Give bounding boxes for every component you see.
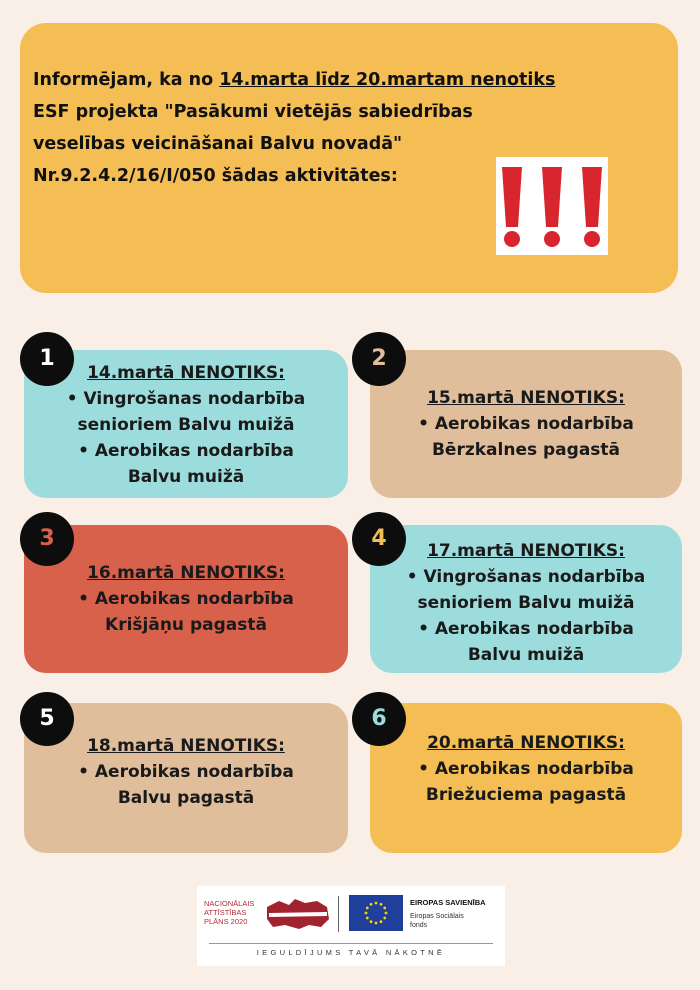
card-line: senioriem Balvu muižā (417, 593, 635, 613)
announcement-line-2: ESF projekta "Pasākumi vietējās sabiedrības (33, 102, 473, 122)
footer-tagline: IEGULDĪJUMS TAVĀ NĀKOTNĒ (256, 948, 446, 957)
event-card-6 (370, 703, 682, 853)
announcement-line-3: veselības veicināšanai Balvu novadā" (33, 134, 403, 154)
card-title: 16.martā NENOTIKS: (87, 563, 285, 583)
step-number-6: 6 (352, 692, 406, 746)
event-card-1 (24, 350, 348, 498)
card-line: Balvu pagastā (117, 788, 255, 808)
card-line: • Vingrošanas nodarbība (66, 389, 306, 409)
event-card-4 (370, 525, 682, 673)
step-number-4: 4 (352, 512, 406, 566)
card-line: • Aerobikas nodarbība (418, 619, 634, 639)
card-title: 17.martā NENOTIKS: (427, 541, 625, 561)
step-number-3: 3 (20, 512, 74, 566)
latvia-map-icon (265, 897, 331, 931)
funding-logos-footer (197, 886, 505, 966)
card-line: senioriem Balvu muižā (77, 415, 295, 435)
card-line: Balvu muižā (127, 467, 245, 487)
date-range: 14.marta līdz 20.martam nenotiks (219, 70, 556, 90)
card-line: • Aerobikas nodarbība (78, 762, 294, 782)
step-number-5: 5 (20, 692, 74, 746)
card-line: Balvu muižā (467, 645, 585, 665)
card-line: • Aerobikas nodarbība (418, 759, 634, 779)
card-line: • Aerobikas nodarbība (78, 441, 294, 461)
card-line: • Aerobikas nodarbība (78, 589, 294, 609)
announcement-line-1: Informējam, ka no 14.marta līdz 20.martam nenotiks (33, 70, 556, 90)
card-line: • Aerobikas nodarbība (418, 414, 634, 434)
eu-fund-text: Eiropas Sociālais fonds (410, 913, 464, 929)
logo-divider (338, 896, 339, 932)
eu-title: EIROPAS SAVIENĪBA (410, 898, 486, 907)
card-title: 14.martā NENOTIKS: (87, 363, 285, 383)
card-title: 18.martā NENOTIKS: (87, 736, 285, 756)
nap-logo-text: NACIONĀLAIS ATTĪSTĪBAS PLĀNS 2020 (204, 899, 255, 926)
card-line: Bērzkalnes pagastā (431, 440, 621, 460)
announcement-line-4: Nr.9.2.4.2/16/I/050 šādas aktivitātes: (33, 166, 398, 186)
step-number-1: 1 (20, 332, 74, 386)
eu-flag-icon (349, 895, 403, 931)
card-line: Briežuciema pagastā (425, 785, 627, 805)
step-number-2: 2 (352, 332, 406, 386)
card-line: • Vingrošanas nodarbība (406, 567, 646, 587)
event-card-2 (370, 350, 682, 498)
card-line: Krišjāņu pagastā (105, 615, 267, 635)
footer-divider (209, 943, 493, 944)
card-title: 20.martā NENOTIKS: (427, 733, 625, 753)
card-title: 15.martā NENOTIKS: (427, 388, 625, 408)
triple-exclamation-icon (496, 157, 608, 255)
